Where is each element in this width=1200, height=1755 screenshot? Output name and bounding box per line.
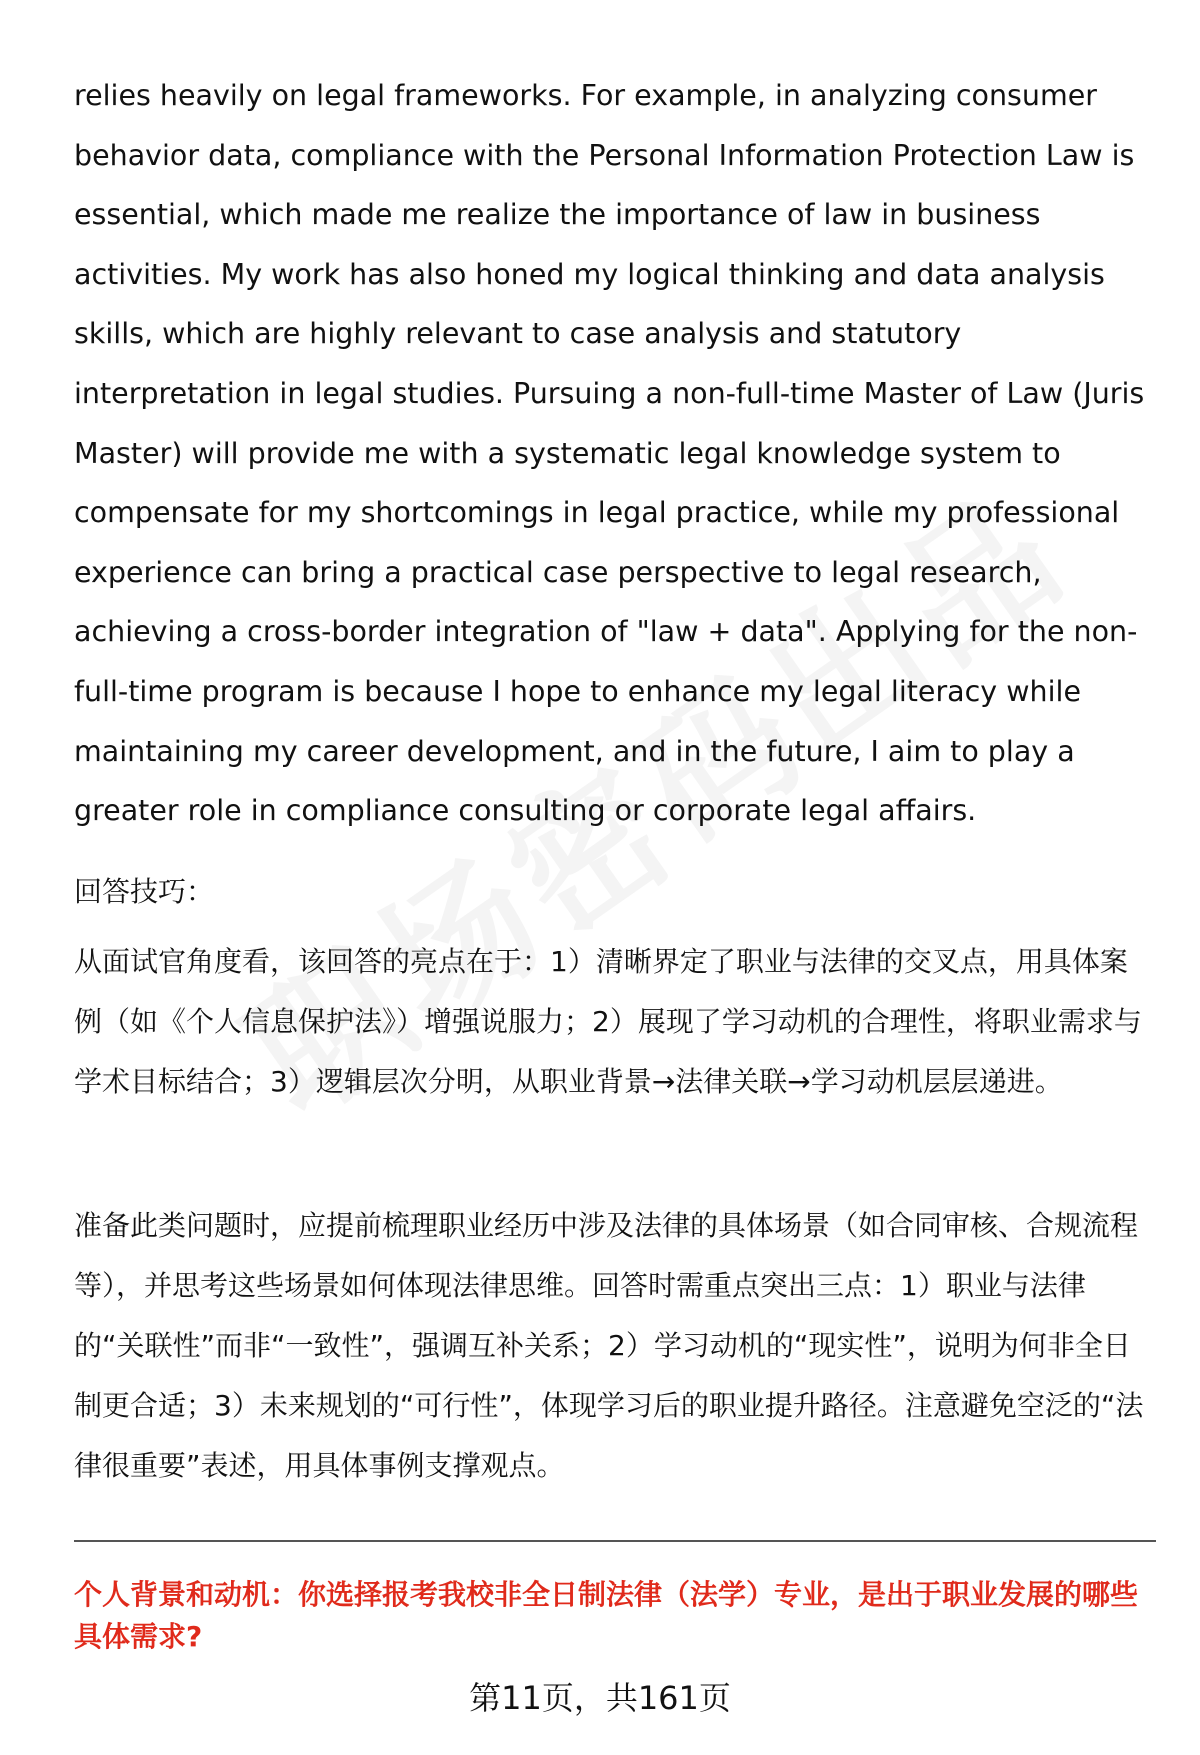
answer-paragraph: relies heavily on legal frameworks. For example, in analyzing consumer behavior data, compliance with the Personal Information Protection Law is essential, which made me realize the importance of law in business activities. My work has also honed my logical thinking and data analysis skills, which are highly relevant to case analysis and statutory interpretation in legal studies. Pursuing a non-full-time Master of Law (Juris Master) will provide me with a systematic legal knowledge system to compensate for my shortcomings in legal practice, while my professional experience can bring a practical case perspective to legal research, achieving a cross-border integration of "law + data". Applying for the non-full-time program is because I hope to enhance my legal literacy while maintaining my career development, and in the future, I aim to play a greater role in compliance consulting or corporate legal affairs. — [74, 79, 1145, 828]
tips-heading: 回答技巧： — [74, 875, 215, 908]
page-number-footer: 第11页，共161页 — [469, 1679, 731, 1717]
tips-paragraph-2: 准备此类问题时，应提前梳理职业经历中涉及法律的具体场景（如合同审核、合规流程等），并思考这些场景如何体现法律思维。回答时需重点突出三点：1）职业与法律的“关联性”而非“一致性”，强调互补关系；2）学习动机的“现实性”，说明为何非全日制更合适；3）未来规划的“可行性”，体现学习后的职业提升路径。注意避免空泛的“法律很重要”表述，用具体事例支撑观点。 — [74, 1209, 1144, 1482]
section-divider — [74, 1540, 1156, 1542]
next-question-heading: 个人背景和动机：你选择报考我校非全日制法律（法学）专业，是出于职业发展的哪些具体需求? — [74, 1578, 1139, 1653]
tips-paragraph-1: 从面试官角度看，该回答的亮点在于：1）清晰界定了职业与法律的交叉点，用具体案例（如《个人信息保护法》）增强说服力；2）展现了学习动机的合理性，将职业需求与学术目标结合；3）逻辑层次分明，从职业背景→法律关联→学习动机层层递进。 — [74, 945, 1142, 1098]
